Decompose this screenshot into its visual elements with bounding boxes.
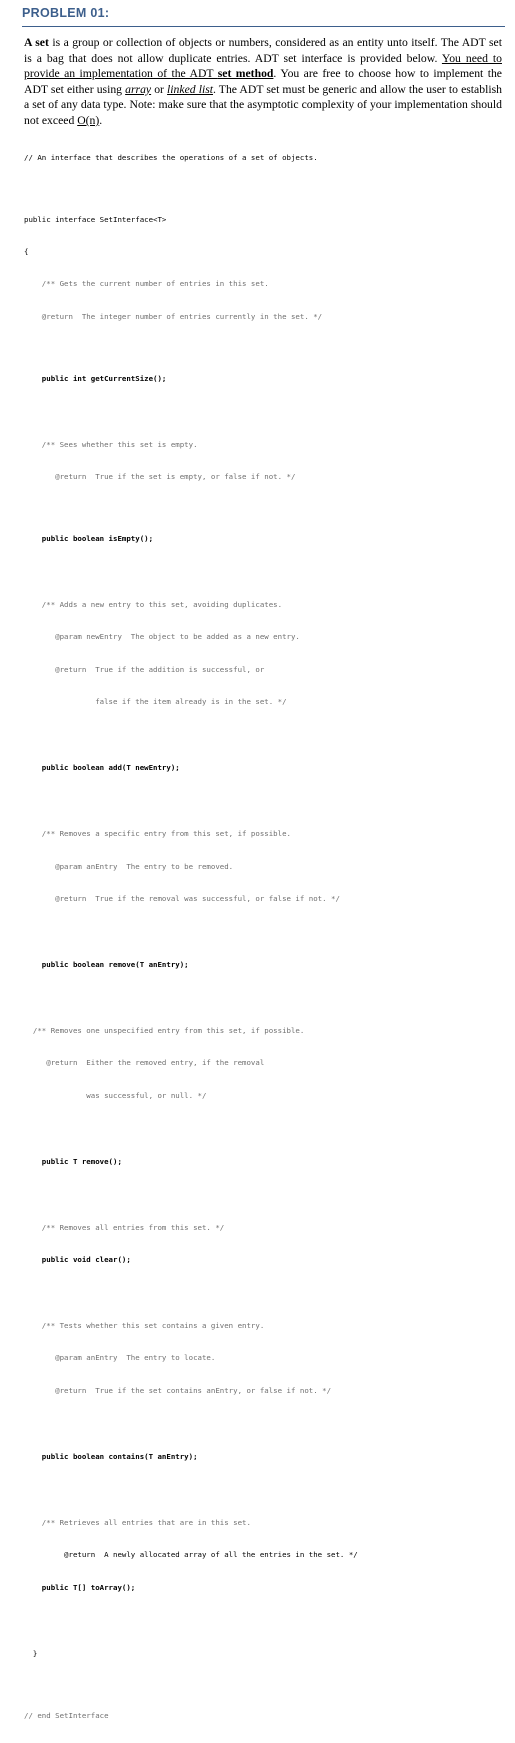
method-get-current-size: public int getCurrentSize(); bbox=[24, 373, 167, 383]
doc-comment: false if the item already is in the set. */ bbox=[24, 697, 287, 707]
complexity-term: O(n) bbox=[77, 113, 100, 127]
open-brace: { bbox=[24, 246, 29, 256]
doc-comment: @return A newly allocated array of all the entries in the set. */ bbox=[24, 1550, 358, 1560]
problem-description: A set is a group or collection of objects or numbers, considered as an entity unto itself. The ADT set is a bag that does not allow duplicate entries. ADT set interface is provided below. You need to provide an implementation of the ADT set method. You are free to choose how to implement the ADT set either using array or linked list. The ADT set must be generic and allow the user to establish a set of any data type. Note: make sure that the asymptotic complexity of your implementation should not exceed O(n). bbox=[24, 36, 502, 127]
doc-comment: /** Removes all entries from this set. */ bbox=[24, 1222, 225, 1232]
method-remove: public T remove(); bbox=[24, 1156, 122, 1166]
doc-comment: /** Adds a new entry to this set, avoiding duplicates. bbox=[24, 600, 283, 610]
doc-comment: @return The integer number of entries currently in the set. */ bbox=[24, 311, 323, 321]
doc-comment: @param newEntry The object to be added as a new entry. bbox=[24, 632, 300, 642]
interface-declaration: public interface SetInterface<T> bbox=[24, 214, 167, 224]
doc-comment: @return True if the set contains anEntry, or false if not. */ bbox=[24, 1385, 332, 1395]
doc-comment: @return True if the addition is successful, or bbox=[24, 664, 265, 674]
problem-heading: PROBLEM 01: bbox=[22, 6, 110, 20]
method-to-array: public T[] toArray(); bbox=[24, 1582, 136, 1592]
doc-comment: /** Tests whether this set contains a given entry. bbox=[24, 1321, 265, 1331]
doc-comment: @param anEntry The entry to be removed. bbox=[24, 861, 234, 871]
method-contains: public boolean contains(T anEntry); bbox=[24, 1451, 198, 1461]
method-is-empty: public boolean isEmpty(); bbox=[24, 534, 154, 544]
code-listing bbox=[24, 131, 504, 1743]
end-comment: // end SetInterface bbox=[24, 1710, 109, 1720]
doc-comment: @return Either the removed entry, if the removal bbox=[24, 1058, 265, 1068]
linked-list-term: linked list bbox=[167, 82, 213, 96]
method-remove-entry: public boolean remove(T anEntry); bbox=[24, 959, 189, 969]
code-comment: // An interface that describes the operations of a set of objects. bbox=[24, 152, 318, 162]
heading-divider bbox=[22, 26, 505, 27]
doc-comment: @param anEntry The entry to locate. bbox=[24, 1353, 216, 1363]
doc-comment: /** Gets the current number of entries in this set. bbox=[24, 279, 269, 289]
method-add: public boolean add(T newEntry); bbox=[24, 763, 180, 773]
array-term: array bbox=[125, 82, 152, 96]
close-brace: } bbox=[24, 1648, 38, 1658]
doc-comment: /** Sees whether this set is empty. bbox=[24, 439, 198, 449]
set-method-term: set method bbox=[217, 67, 274, 81]
doc-comment: /** Retrieves all entries that are in this set. bbox=[24, 1517, 251, 1527]
doc-comment: /** Removes a specific entry from this set, if possible. bbox=[24, 829, 291, 839]
doc-comment: @return True if the removal was successful, or false if not. */ bbox=[24, 894, 340, 903]
method-clear: public void clear(); bbox=[24, 1255, 131, 1265]
doc-comment: was successful, or null. */ bbox=[24, 1090, 207, 1100]
set-term: A set bbox=[24, 36, 49, 49]
doc-comment: /** Removes one unspecified entry from this set, if possible. bbox=[24, 1025, 305, 1035]
doc-comment: @return True if the set is empty, or false if not. */ bbox=[24, 472, 296, 482]
